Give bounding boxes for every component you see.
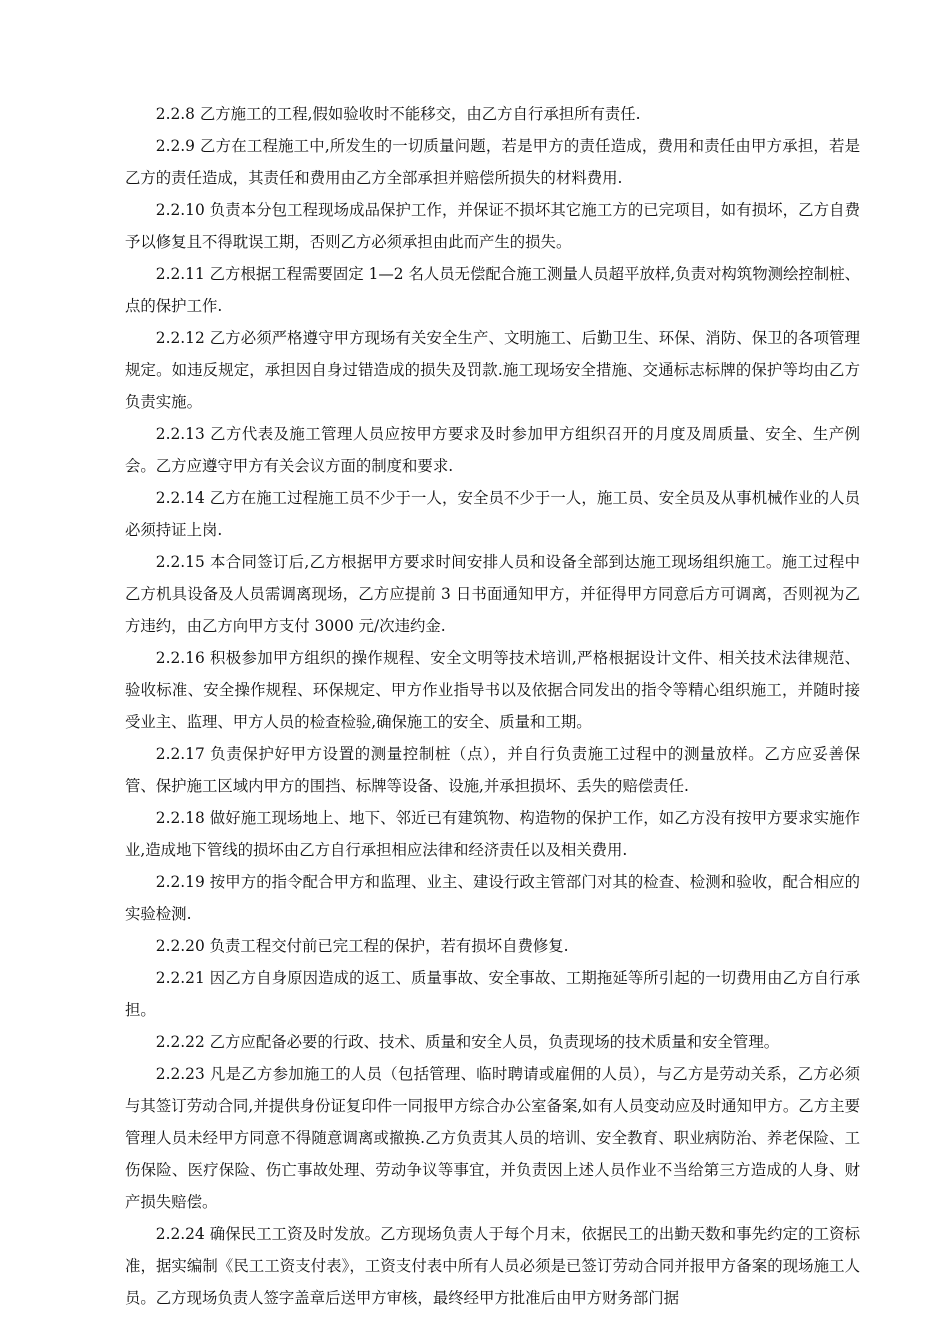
clause-2-2-20: 2.2.20 负责工程交付前已完工程的保护，若有损坏自费修复.: [155, 937, 569, 955]
clause-2-2-9: 2.2.9 乙方在工程施工中,所发生的一切质量问题，若是甲方的责任造成，费用和责任由甲方承担，若是乙方的责任造成，其责任和费用由乙方全部承担并赔偿所损失的材料费用.: [125, 137, 860, 187]
clause-2-2-11: 2.2.11 乙方根据工程需要固定 1—2 名人员无偿配合施工测量人员超平放样,负责对构筑物测绘控制桩、点的保护工作.: [125, 265, 860, 315]
clause-2-2-17: 2.2.17 负责保护好甲方设置的测量控制桩（点），并自行负责施工过程中的测量放样。乙方应妥善保管、保护施工区域内甲方的围挡、标牌等设备、设施,并承担损坏、丢失的赔偿责任.: [125, 745, 860, 795]
clause-2-2-8: 2.2.8 乙方施工的工程,假如验收时不能移交，由乙方自行承担所有责任.: [155, 105, 641, 123]
clause-2-2-16: 2.2.16 积极参加甲方组织的操作规程、安全文明等技术培训,严格根据设计文件、相关技术法律规范、验收标准、安全操作规程、环保规定、甲方作业指导书以及依据合同发出的指令等精心组织施工，并随时接受业主、监理、甲方人员的检查检验,确保施工的安全、质量和工期。: [125, 649, 860, 731]
clause-2-2-13: 2.2.13 乙方代表及施工管理人员应按甲方要求及时参加甲方组织召开的月度及周质量、安全、生产例会。乙方应遵守甲方有关会议方面的制度和要求.: [125, 425, 860, 475]
clause-2-2-21: 2.2.21 因乙方自身原因造成的返工、质量事故、安全事故、工期拖延等所引起的一切费用由乙方自行承担。: [125, 969, 860, 1019]
clause-2-2-18: 2.2.18 做好施工现场地上、地下、邻近已有建筑物、构造物的保护工作，如乙方没有按甲方要求实施作业,造成地下管线的损坏由乙方自行承担相应法律和经济责任以及相关费用.: [125, 809, 860, 859]
clause-2-2-24: 2.2.24 确保民工工资及时发放。乙方现场负责人于每个月末，依据民工的出勤天数和事先约定的工资标准，据实编制《民工工资支付表》，工资支付表中所有人员必须是已签订劳动合同并报甲方备案的现场施工人员。乙方现场负责人签字盖章后送甲方审核，最终经甲方批准后由甲方财务部门据: [125, 1225, 860, 1307]
clause-2-2-10: 2.2.10 负责本分包工程现场成品保护工作，并保证不损坏其它施工方的已完项目，如有损坏，乙方自费予以修复且不得耽误工期，否则乙方必须承担由此而产生的损失。: [125, 201, 860, 251]
clause-2-2-19: 2.2.19 按甲方的指令配合甲方和监理、业主、建设行政主管部门对其的检查、检测和验收，配合相应的实验检测.: [125, 873, 860, 923]
clause-2-2-23: 2.2.23 凡是乙方参加施工的人员（包括管理、临时聘请或雇佣的人员），与乙方是劳动关系，乙方必须与其签订劳动合同,并提供身份证复印件一同报甲方综合办公室备案,如有人员变动应及时通知甲方。乙方主要管理人员未经甲方同意不得随意调离或撤换.乙方负责其人员的培训、安全教育、职业病防治、养老保险、工伤保险、医疗保险、伤亡事故处理、劳动争议等事宜，并负责因上述人员作业不当给第三方造成的人身、财产损失赔偿。: [125, 1065, 860, 1211]
clause-2-2-22: 2.2.22 乙方应配备必要的行政、技术、质量和安全人员，负责现场的技术质量和安全管理。: [155, 1033, 780, 1051]
clause-2-2-12: 2.2.12 乙方必须严格遵守甲方现场有关安全生产、文明施工、后勤卫生、环保、消防、保卫的各项管理规定。如违反规定，承担因自身过错造成的损失及罚款.施工现场安全措施、交通标志标牌的保护等均由乙方负责实施。: [125, 329, 860, 411]
clause-2-2-14: 2.2.14 乙方在施工过程施工员不少于一人，安全员不少于一人，施工员、安全员及从事机械作业的人员必须持证上岗.: [125, 489, 860, 539]
clause-2-2-15: 2.2.15 本合同签订后,乙方根据甲方要求时间安排人员和设备全部到达施工现场组织施工。施工过程中乙方机具设备及人员需调离现场，乙方应提前 3 日书面通知甲方，并征得甲方同意后方可调离，否则视为乙方违约，由乙方向甲方支付 3000 元/次违约金.: [125, 553, 860, 635]
